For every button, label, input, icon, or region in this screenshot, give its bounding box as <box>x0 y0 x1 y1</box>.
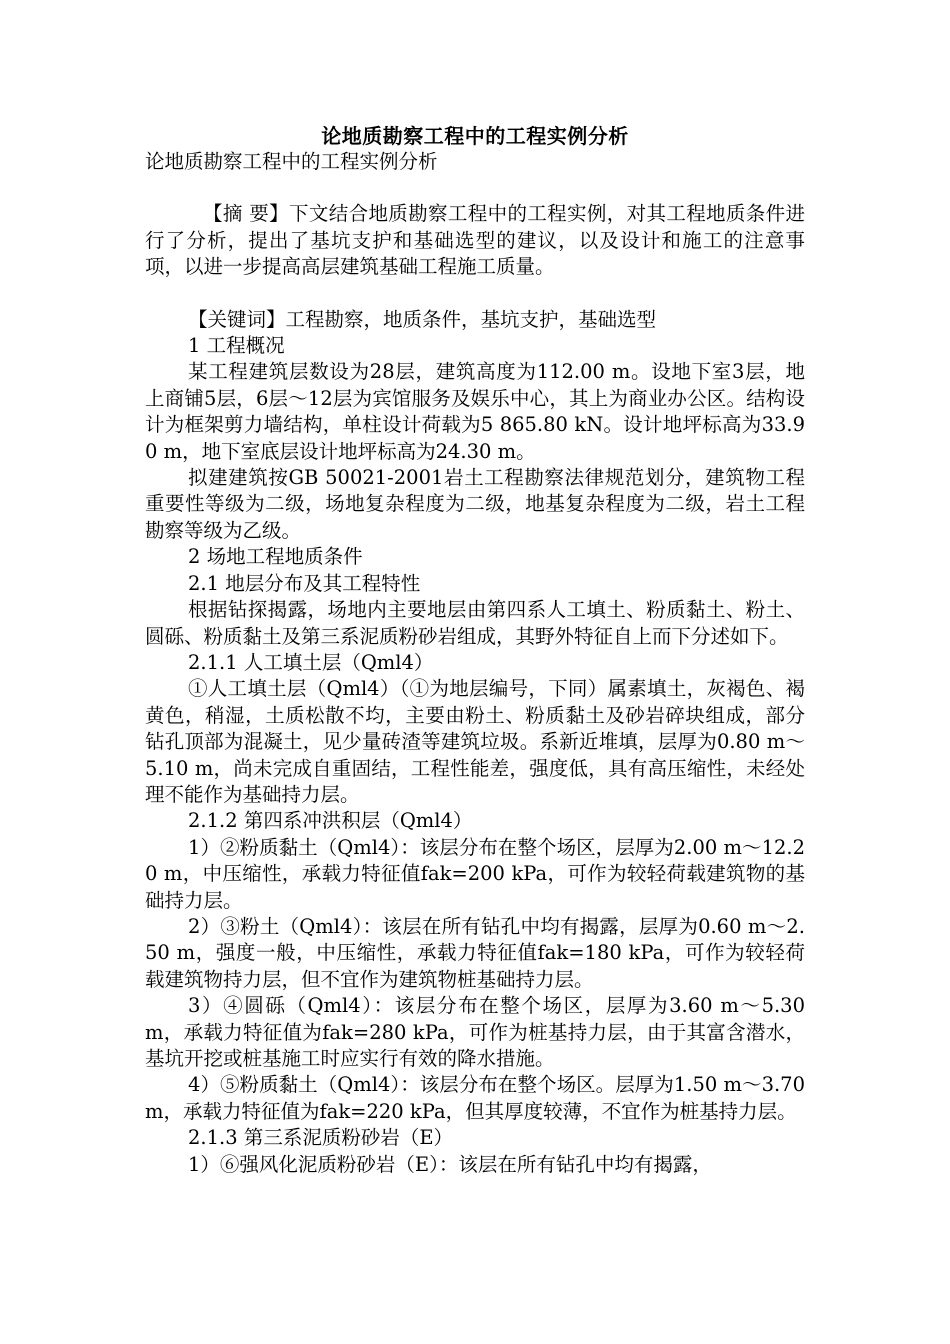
section-heading: 2 场地工程地质条件 <box>188 545 363 569</box>
body-paragraph: 某工程建筑层数设为28层，建筑高度为112.00 m。设地下室3层，地上商铺5层，6层～12层为宾馆服务及娱乐中心，其上为商业办公区。结构设计为框架剪力墙结构，单柱设计荷载为5 865.80 kN。设计地坪标高为33.90 m，地下室底层设计地坪标高为24.30 m。 <box>145 360 805 463</box>
subsection-heading: 2.1.2 第四系冲洪积层（Qml4） <box>188 809 473 833</box>
body-paragraph: 1）②粉质黏土（Qml4）：该层分布在整个场区，层厚为2.00 m～12.20 m，中压缩性，承载力特征值fak=200 kPa，可作为较轻荷载建筑物的基础持力层。 <box>145 835 805 912</box>
body-paragraph: 根据钻探揭露，场地内主要地层由第四系人工填土、粉质黏土、粉土、圆砾、粉质黏土及第三系泥质粉砂岩组成，其野外特征自上而下分述如下。 <box>145 598 805 648</box>
body-paragraph: 拟建建筑按GB 50021-2001岩土工程勘察法律规范划分，建筑物工程重要性等级为二级，场地复杂程度为二级，地基复杂程度为二级，岩土工程勘察等级为乙级。 <box>145 466 805 542</box>
body-paragraph: 4）⑤粉质黏土（Qml4）：该层分布在整个场区。层厚为1.50 m～3.70 m，承载力特征值为fak=220 kPa，但其厚度较薄，不宜作为桩基持力层。 <box>145 1073 805 1123</box>
subsection-heading: 2.1.3 第三系泥质粉砂岩（E） <box>188 1126 454 1150</box>
document-title: 论地质勘察工程中的工程实例分析 <box>321 124 629 148</box>
body-paragraph: ①人工填土层（Qml4）（①为地层编号，下同）属素填土，灰褐色、褐黄色，稍湿，土质松散不均，主要由粉土、粉质黏土及砂岩碎块组成，部分钻孔顶部为混凝土，见少量砖渣等建筑垃圾。系新近堆填，层厚为0.80 m～5.10 m，尚未完成自重固结，工程性能差，强度低，具有高压缩性，未经处理不能作为基础持力层。 <box>145 677 805 806</box>
abstract-paragraph: 【摘 要】下文结合地质勘察工程中的工程实例，对其工程地质条件进行了分析，提出了基坑支护和基础选型的建议，以及设计和施工的注意事项，以进一步提高高层建筑基础工程施工质量。 <box>145 202 805 279</box>
body-paragraph: 1）⑥强风化泥质粉砂岩（E）：该层在所有钻孔中均有揭露， <box>188 1152 712 1176</box>
document-body <box>145 149 805 1178</box>
document-subtitle: 论地质勘察工程中的工程实例分析 <box>145 150 438 173</box>
keywords-paragraph: 【关键词】工程勘察，地质条件，基坑支护，基础选型 <box>188 307 657 331</box>
body-paragraph: 2）③粉土（Qml4）：该层在所有钻孔中均有揭露，层厚为0.60 m～2.50 m，强度一般，中压缩性，承载力特征值fak=180 kPa，可作为较轻荷载建筑物持力层，但不宜作为建筑物桩基础持力层。 <box>145 914 805 991</box>
section-heading: 1 工程概况 <box>188 334 285 358</box>
subsection-heading: 2.1.1 人工填土层（Qml4） <box>188 650 434 674</box>
body-paragraph: 3）④圆砾（Qml4）：该层分布在整个场区，层厚为3.60 m～5.30 m，承载力特征值为fak=280 kPa，可作为桩基持力层，由于其富含潜水，基坑开挖或桩基施工时应实行有效的降水措施。 <box>145 994 805 1070</box>
subsection-heading: 2.1 地层分布及其工程特性 <box>188 571 421 595</box>
